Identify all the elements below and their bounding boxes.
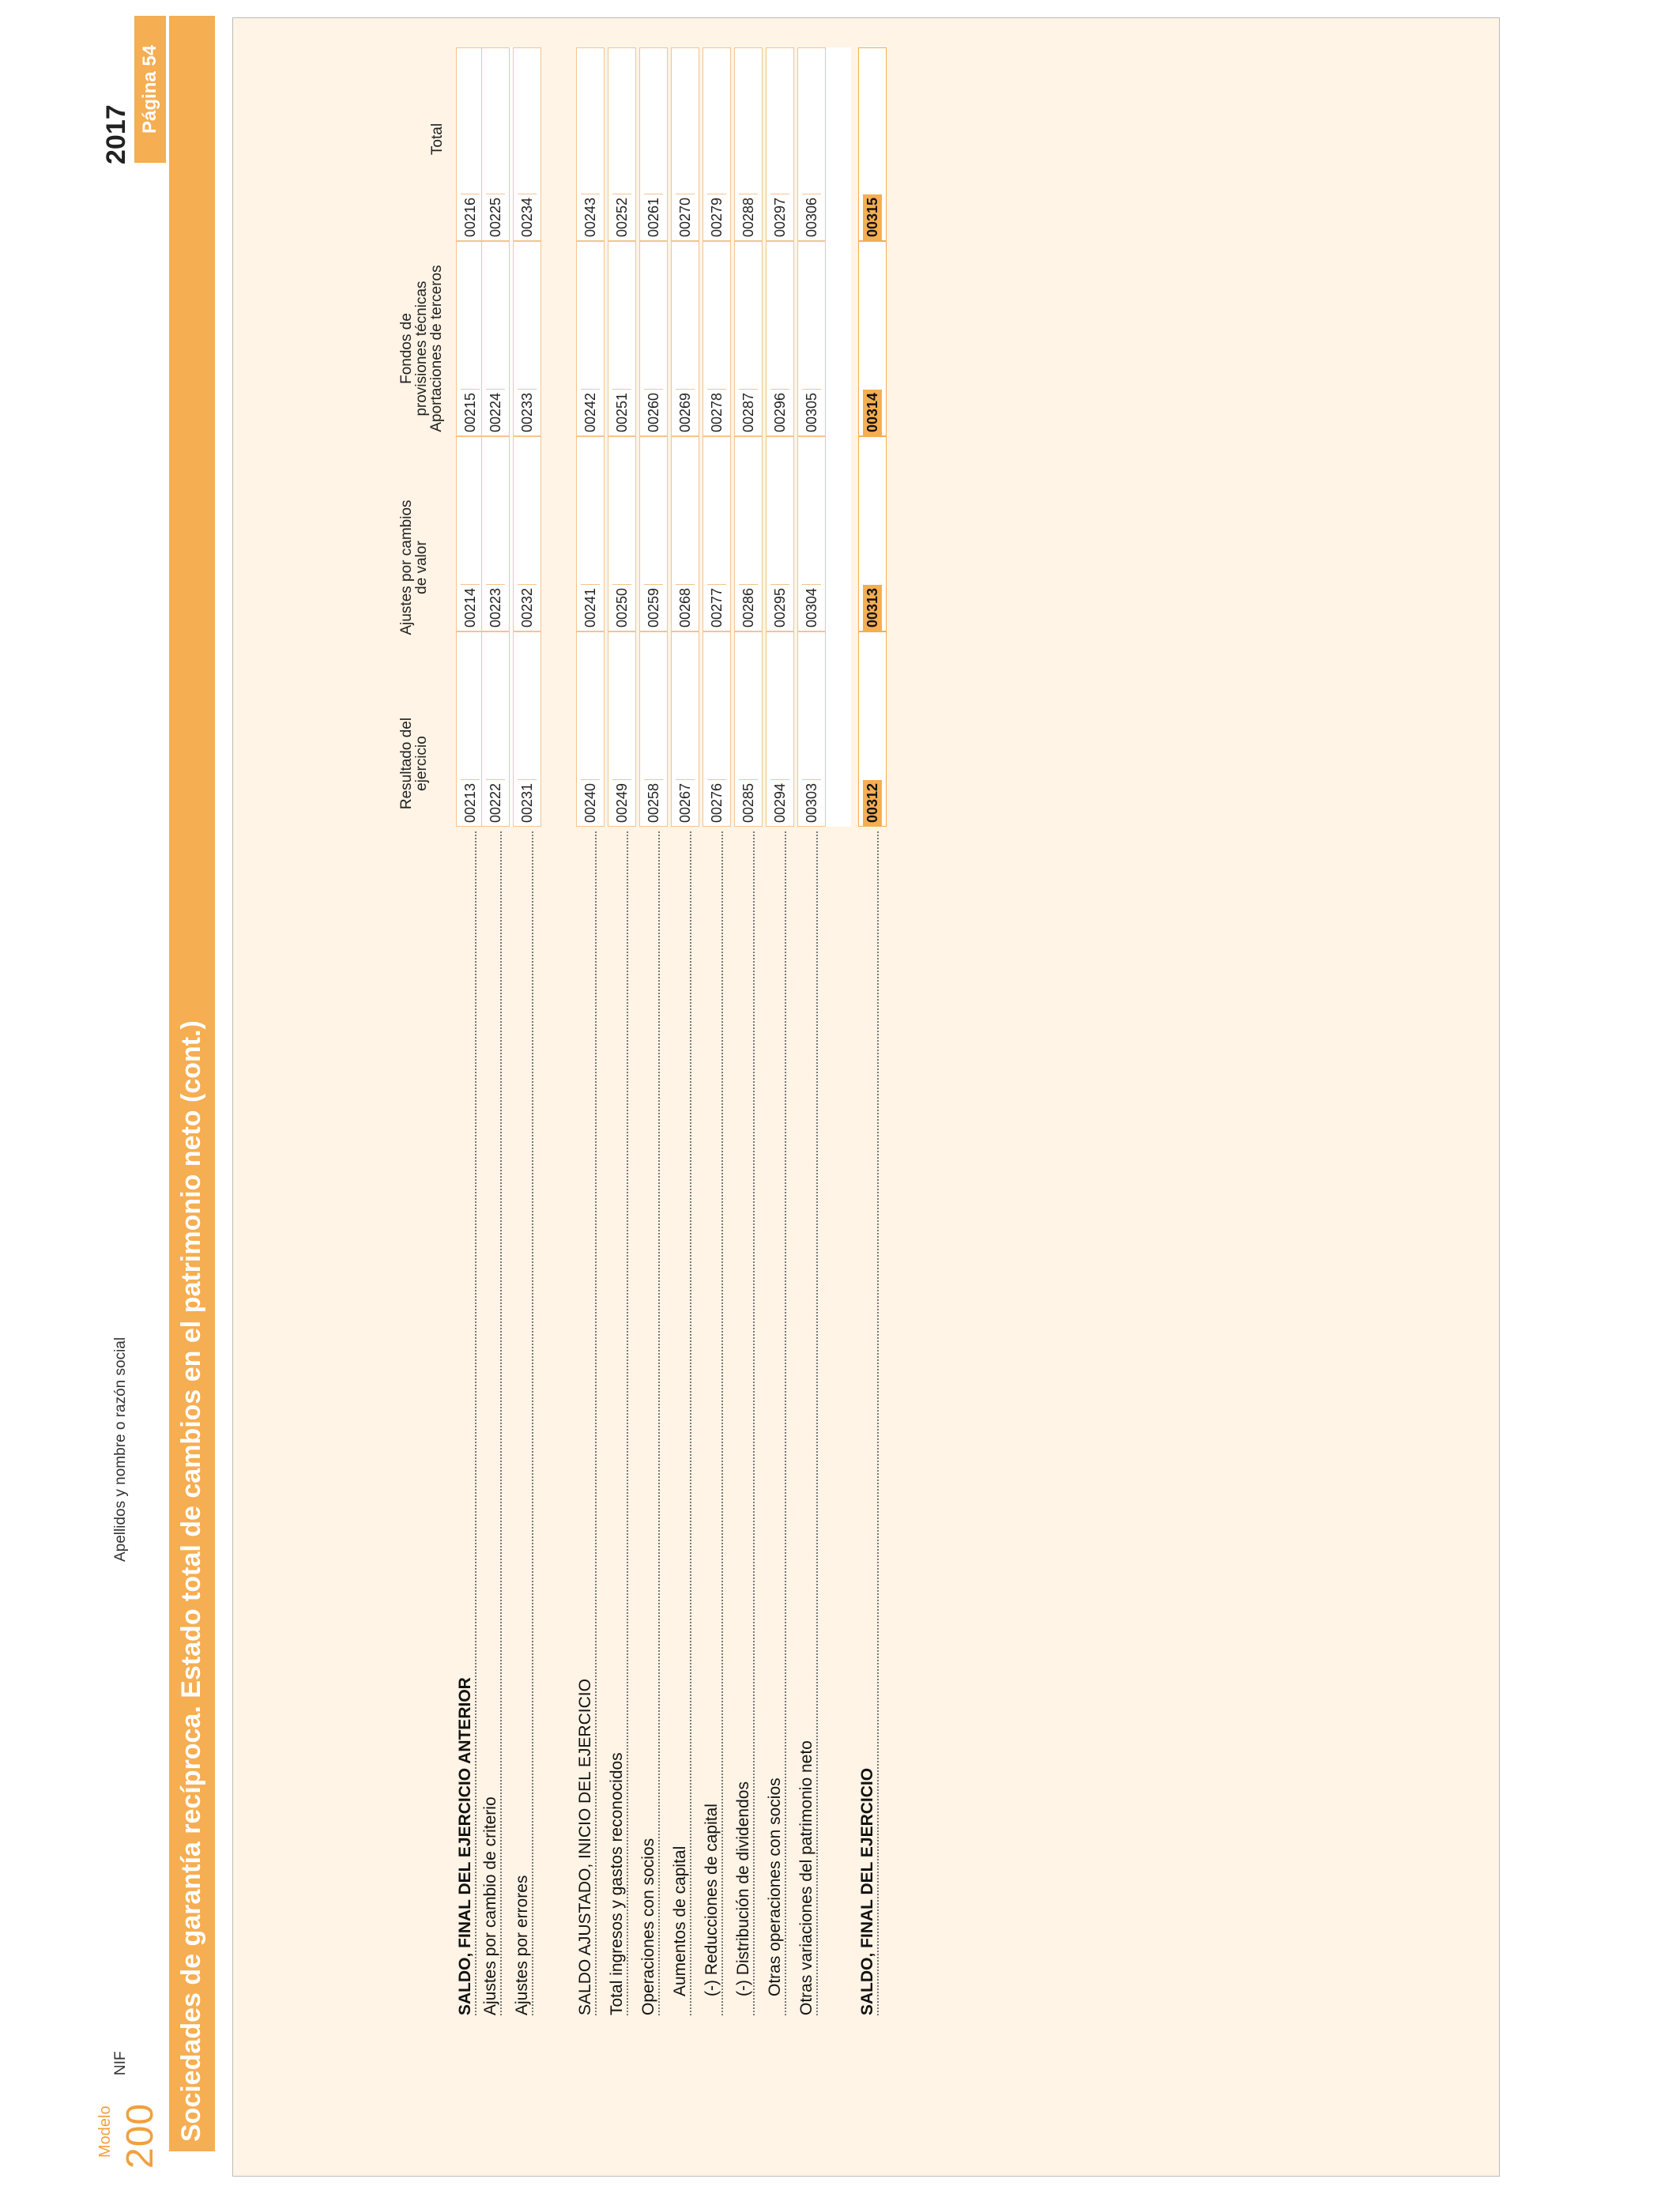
- box-code: 00234: [518, 194, 537, 240]
- dotted-leader: [816, 831, 818, 2015]
- section-title-band: [169, 16, 215, 2151]
- column-header-line: Total: [429, 123, 446, 156]
- box-code: 00270: [676, 194, 695, 240]
- row-label: (-) Reducciones de capital: [703, 1804, 721, 1996]
- box-code: 00241: [581, 584, 600, 631]
- column-header-line: de valor: [413, 541, 430, 594]
- input-cell[interactable]: [703, 47, 731, 241]
- box-code: 00223: [486, 584, 505, 631]
- box-code: 00243: [581, 194, 600, 240]
- dotted-leader: [753, 831, 755, 2015]
- box-code: 00313: [863, 585, 882, 631]
- name-field[interactable]: [133, 183, 160, 1568]
- nif-field[interactable]: [133, 2039, 160, 2075]
- box-code: 00222: [486, 779, 505, 826]
- dotted-leader: [877, 831, 879, 2015]
- row-label: Aumentos de capital: [671, 1845, 689, 1996]
- input-cell[interactable]: [513, 241, 541, 436]
- input-cell[interactable]: [703, 241, 731, 436]
- input-cell[interactable]: [766, 436, 794, 631]
- input-cell[interactable]: [734, 241, 763, 436]
- blank-row: [823, 47, 851, 827]
- box-code: 00287: [739, 389, 758, 435]
- input-cell[interactable]: [734, 631, 763, 827]
- input-cell[interactable]: [766, 47, 794, 241]
- box-code: 00225: [486, 194, 505, 240]
- input-cell[interactable]: [513, 436, 541, 631]
- box-code: 00215: [461, 389, 480, 435]
- input-cell[interactable]: [456, 436, 484, 631]
- box-code: 00233: [518, 389, 537, 435]
- input-cell[interactable]: [513, 47, 541, 241]
- box-code: 00314: [863, 390, 882, 435]
- input-cell[interactable]: [481, 436, 510, 631]
- row-label: (-) Distribución de dividendos: [734, 1781, 752, 1996]
- column-header-total: [430, 92, 445, 187]
- box-code: 00213: [461, 779, 480, 826]
- box-code: 00268: [676, 584, 695, 631]
- row-label: Ajustes por errores: [513, 1875, 531, 2015]
- box-code: 00214: [461, 584, 480, 631]
- box-code: 00261: [644, 194, 663, 240]
- year: 2017: [101, 104, 131, 164]
- input-cell[interactable]: [766, 631, 794, 827]
- input-cell[interactable]: [639, 631, 668, 827]
- name-label: Apellidos y nombre o razón social: [112, 1336, 129, 1562]
- modelo-label: Modelo: [96, 2105, 114, 2158]
- input-cell[interactable]: [858, 47, 887, 241]
- box-code: 00278: [707, 389, 726, 435]
- input-cell[interactable]: [797, 631, 826, 827]
- box-code: 00252: [612, 194, 631, 240]
- dotted-leader: [785, 831, 786, 2015]
- box-code: 00242: [581, 389, 600, 435]
- column-header-line: provisiones técnicas: [413, 281, 430, 417]
- box-code: 00249: [612, 779, 631, 826]
- box-code: 00285: [739, 779, 758, 826]
- input-cell[interactable]: [639, 47, 668, 241]
- input-cell[interactable]: [797, 241, 826, 436]
- nif-label: NIF: [112, 2051, 129, 2075]
- row-label: Ajustes por cambio de criterio: [481, 1796, 499, 2015]
- box-code: 00288: [739, 194, 758, 240]
- box-code: 00216: [461, 194, 480, 240]
- input-cell[interactable]: [703, 631, 731, 827]
- box-code: 00305: [802, 389, 821, 435]
- box-code: 00240: [581, 779, 600, 826]
- input-cell[interactable]: [766, 241, 794, 436]
- column-header-line: Resultado del: [398, 717, 415, 810]
- box-code: 00251: [612, 389, 631, 435]
- row-label: Total ingresos y gastos reconocidos: [608, 1752, 626, 2015]
- input-cell[interactable]: [608, 436, 636, 631]
- box-code: 00224: [486, 389, 505, 435]
- box-code: 00312: [863, 780, 882, 826]
- input-cell[interactable]: [797, 47, 826, 241]
- input-cell[interactable]: [639, 241, 668, 436]
- column-header-line: Fondos de: [398, 313, 415, 384]
- modelo-number: 200: [119, 2102, 161, 2169]
- dotted-leader: [658, 831, 660, 2015]
- box-code: 00279: [707, 194, 726, 240]
- input-cell[interactable]: [671, 47, 699, 241]
- input-cell[interactable]: [608, 47, 636, 241]
- input-cell[interactable]: [858, 436, 887, 631]
- dotted-leader: [532, 831, 533, 2015]
- box-code: 00276: [707, 779, 726, 826]
- box-code: 00306: [802, 194, 821, 240]
- input-cell[interactable]: [513, 631, 541, 827]
- column-header-fondos: [399, 250, 444, 447]
- input-cell[interactable]: [608, 241, 636, 436]
- input-cell[interactable]: [671, 241, 699, 436]
- box-code: 00231: [518, 779, 537, 826]
- dotted-leader: [500, 831, 502, 2015]
- input-cell[interactable]: [608, 631, 636, 827]
- column-header-line: Aportaciones de terceros: [428, 265, 445, 432]
- dotted-leader: [721, 831, 723, 2015]
- box-code: 00267: [676, 779, 695, 826]
- box-code: 00296: [770, 389, 789, 435]
- column-header-line: Ajustes por cambios: [398, 499, 415, 635]
- box-code: 00303: [802, 779, 821, 826]
- input-cell[interactable]: [456, 631, 484, 827]
- column-header-ajustes: [399, 473, 429, 662]
- input-cell[interactable]: [797, 436, 826, 631]
- dotted-leader: [475, 831, 477, 2015]
- input-cell[interactable]: [481, 241, 510, 436]
- input-cell[interactable]: [576, 631, 605, 827]
- input-cell[interactable]: [858, 631, 887, 827]
- input-cell[interactable]: [671, 436, 699, 631]
- column-header-resultado: [399, 677, 429, 850]
- box-code: 00277: [707, 584, 726, 631]
- input-cell[interactable]: [576, 47, 605, 241]
- section-title: Sociedades de garantía recíproca. Estado total de cambios en el patrimonio neto (cont.): [176, 1020, 206, 2142]
- box-code: 00295: [770, 584, 789, 631]
- input-cell[interactable]: [734, 47, 763, 241]
- box-code: 00315: [863, 194, 882, 240]
- row-label: Otras variaciones del patrimonio neto: [797, 1740, 816, 2015]
- row-label: Operaciones con socios: [639, 1838, 657, 2015]
- input-cell[interactable]: [481, 631, 510, 827]
- row-label: SALDO, FINAL DEL EJERCICIO ANTERIOR: [456, 1677, 474, 2015]
- box-code: 00294: [770, 779, 789, 826]
- box-code: 00259: [644, 584, 663, 631]
- box-code: 00297: [770, 194, 789, 240]
- input-cell[interactable]: [576, 241, 605, 436]
- row-label: Otras operaciones con socios: [766, 1777, 784, 1996]
- dotted-leader: [627, 831, 628, 2015]
- input-cell[interactable]: [671, 631, 699, 827]
- box-code: 00269: [676, 389, 695, 435]
- dotted-leader: [595, 831, 597, 2015]
- box-code: 00250: [612, 584, 631, 631]
- input-cell[interactable]: [456, 47, 484, 241]
- input-cell[interactable]: [734, 436, 763, 631]
- box-code: 00260: [644, 389, 663, 435]
- column-header-line: ejercicio: [413, 736, 430, 791]
- box-code: 00304: [802, 584, 821, 631]
- box-code: 00258: [644, 779, 663, 826]
- input-cell[interactable]: [858, 241, 887, 436]
- input-cell[interactable]: [576, 436, 605, 631]
- box-code: 00232: [518, 584, 537, 631]
- input-cell[interactable]: [703, 436, 731, 631]
- box-code: 00286: [739, 584, 758, 631]
- input-cell[interactable]: [639, 436, 668, 631]
- page-number: Página 54: [134, 16, 166, 163]
- dotted-leader: [690, 831, 691, 2015]
- row-label: SALDO, FINAL DEL EJERCICIO: [858, 1767, 876, 2015]
- input-cell[interactable]: [456, 241, 484, 436]
- row-label: SALDO AJUSTADO, INICIO DEL EJERCICIO: [576, 1679, 594, 2015]
- input-cell[interactable]: [481, 47, 510, 241]
